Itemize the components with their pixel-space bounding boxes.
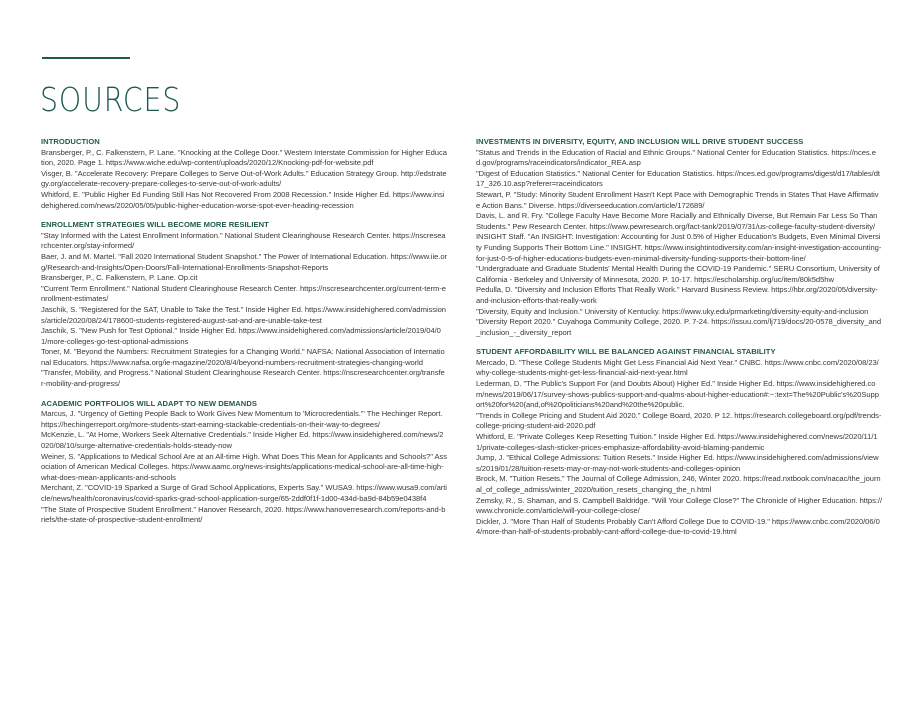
citation-entry: Lederman, D. "The Public's Support For (and Doubts About) Higher Ed." Inside Higher Ed. https://www.insidehighered.com/news/2019/06/17/survey-shows-publics-support-and-qualms-about-higher-education#:~:text=The%20Public's%20Support%20for%20(and,of%20politicians%20and%20the%20public. — [476, 379, 879, 410]
citation-entry: "The State of Prospective Student Enrollment." Hanover Research, 2020. https://www.hanoverresearch.com/reports-and-briefs/the-state-of-prospective-student-enrollment/ — [41, 504, 446, 525]
citation-entry: Bransberger, P., C. Falkenstern, P. Lane. Op.cit — [41, 273, 198, 283]
citation-list — [41, 148, 447, 212]
citation-list — [41, 409, 447, 526]
citation-list — [41, 231, 447, 390]
citation-entry: "Diversity, Equity and Inclusion." University of Kentucky. https://www.uky.edu/prmarketing/diversity-equity-and-inclusion — [476, 306, 869, 316]
citation-entry: Dickler, J. "More Than Half of Students Probably Can't Afford College Due to COVID-19." https://www.cnbc.com/2020/06/04/more-than-half-of-students-probably-cant-afford-college-due-to-covid-19.html — [476, 516, 880, 537]
sources-section — [476, 137, 882, 338]
citation-entry: "Diversity Report 2020." Cuyahoga Community College, 2020. P. 7-24. https://issuu.com/lj719/docs/20-0578_diversity_and_inclusion_-_diversity_report — [476, 317, 881, 337]
sources-section — [476, 347, 882, 538]
left-column — [41, 137, 447, 535]
citation-list — [476, 148, 882, 339]
citation-entry: INSIGHT Staff. "An INSIGHT: Investigation: Accounting for Just 0.5% of Higher Education's Budgets, Even Minimal Diversity Funding Supports Their Bottom Line." INSIGHT. https://www.insightintodiversity.com/an-insight-investigation-accounting-for-just-0-5-of-higher-educations-budgets-even-minimal-diversity-funding-supports-their-bottom-line/ — [476, 232, 882, 263]
citation-entry: Brock, M. "Tuition Resets." The Journal of College Admission, 246, Winter 2020. https://read.nxtbook.com/nacac/the_journal_of_college_admiss/winter_2020/tuition_resets_changing_the_n.html — [476, 474, 881, 494]
citation-entry: "Stay Informed with the Latest Enrollment Information." National Student Clearinghouse Research Center. https://nscresearchcenter.org/stay-informed/ — [41, 230, 446, 251]
citation-entry: Whitford, E. "Public Higher Ed Funding Still Has Not Recovered From 2008 Recession." Inside Higher Ed. https://www.insidehighered.com/news/2020/05/05/public-higher-education-worse-spot-ever-heading-recession — [41, 189, 445, 210]
citation-entry: Weiner, S. "Applications to Medical School Are at an All-time High. What Does This Mean for Applicants and Schools?" Association of American Medical Colleges. https://www.aamc.org/news-insights/applications-medical-school-are-all-time-high-what-does-mean-applicants-and-schools — [41, 451, 448, 482]
citation-entry: "Transfer, Mobility, and Progress." National Student Clearinghouse Research Center. https://nscresearchcenter.org/transfer-mobility-and-progress/ — [41, 368, 445, 389]
citation-entry: Pedulla, D. "Diversity and Inclusion Efforts That Really Work." Harvard Business Review. https://hbr.org/2020/05/diversity-and-inclusion-efforts-that-really-work — [476, 285, 878, 305]
citation-entry: Jump, J. "Ethical College Admissions: Tuition Resets." Inside Higher Ed. https://www.insidehighered.com/admissions/views/2019/01/28/tuition-resets-may-or-may-not-work-students-and-colleges-opinion — [476, 453, 879, 473]
citation-entry: Whitford, E. "Private Colleges Keep Resetting Tuition." Inside Higher Ed. https://www.insidehighered.com/news/2020/11/11/private-colleges-slash-sticker-prices-emphasize-affordability-avoid-blaming-pandemic — [476, 432, 878, 452]
citation-entry: "Status and Trends in the Education of Racial and Ethnic Groups." National Center for Education Statistics. https://nces.ed.gov/programs/raceindicators/indicator_REA.asp — [476, 147, 876, 168]
citation-entry: Toner, M. "Beyond the Numbers: Recruitment Strategies for a Changing World." NAFSA: National Association of International Educators. https://www.nafsa.org/ie-magazine/2020/8/4/beyond-numbers-recruitment-strategies-changing-world — [41, 347, 445, 367]
citation-entry: Mercado, D. "These College Students Might Get Less Financial Aid Next Year." CNBC. https://www.cnbc.com/2020/08/23/why-college-students-might-get-less-financial-aid-next-year.html — [476, 357, 879, 378]
section-heading: ACADEMIC PORTFOLIOS WILL ADAPT TO NEW DEMANDS — [41, 398, 257, 408]
citation-list — [476, 358, 882, 538]
citation-entry: Jaschik, S. "Registered for the SAT, Unable to Take the Test." Inside Higher Ed. https://www.insidehighered.com/admissions/article/2020/08/24/178600-students-registered-august-sat-and-are-unable-take-test — [41, 304, 446, 325]
citation-entry: Stewart, P. "Study: Minority Student Enrollment Hasn't Kept Pace with Demographic Trends in States That Have Affirmative Action Bans." Diverse. https://diverseeducation.com/article/172689/ — [476, 189, 879, 210]
section-heading: INVESTMENTS IN DIVERSITY, EQUITY, AND INCLUSION WILL DRIVE STUDENT SUCCESS — [476, 137, 804, 146]
sources-section — [41, 220, 447, 390]
title-rule — [42, 57, 130, 59]
page-title: SOURCES — [40, 80, 182, 119]
citation-entry: "Undergraduate and Graduate Students' Mental Health During the COVID-19 Pandemic." SERU Consortium, University of California - Berkeley and University of Minnesota, 2020. P. 10-17. https://escholarship.org/uc/item/80k5d5hw — [476, 264, 880, 284]
citation-entry: Merchant, Z. "COVID-19 Sparked a Surge of Grad School Applications, Experts Say." WUSA9. https://www.wusa9.com/article/news/health/coronavirus/covid-sparks-grad-school-application-surge/65-2ddf0f1f-1d00-434d-ba9d-84b59e0438f4 — [41, 483, 447, 503]
citation-entry: Visger, B. "Accelerate Recovery: Prepare Colleges to Serve Out-of-Work Adults." Education Strategy Group. http://edstrategy.org/accelerate-recovery-prepare-colleges-to-serve-out-of-work-adults/ — [41, 168, 447, 189]
citation-entry: "Current Term Enrollment." National Student Clearinghouse Research Center. https://nscresearchcenter.org/current-term-enrollment-estimates/ — [41, 283, 446, 304]
section-heading: ENROLLMENT STRATEGIES WILL BECOME MORE RESILIENT — [41, 220, 269, 230]
section-heading: STUDENT AFFORDABILITY WILL BE BALANCED AGAINST FINANCIAL STABILITY — [476, 347, 776, 357]
citation-entry: Jaschik, S. "New Push for Test Optional." Inside Higher Ed. https://www.insidehighered.com/admissions/article/2019/04/01/more-colleges-go-test-optional-admissions — [41, 326, 441, 346]
citation-entry: Marcus, J. "Urgency of Getting People Back to Work Gives New Momentum to 'Microcredentials.'" The Hechinger Report. https://hechingerreport.org/more-students-start-earning-stackable-credentials-on-their-way-to-degrees/ — [41, 409, 443, 429]
sources-section — [41, 399, 447, 526]
sources-section — [41, 137, 447, 211]
citation-entry: Zemsky, R., S. Shaman, and S. Campbell Baldridge. "Will Your College Close?" The Chronicle of Higher Education. https://www.chronicle.com/article/will-your-college-close/ — [476, 495, 882, 516]
citation-entry: Baer, J. and M. Martel. "Fall 2020 International Student Snapshot." The Power of International Education. https://www.iie.org/Research-and-Insights/Open-Doors/Fall-International-Enrollments-Snapshot-Reports — [41, 251, 447, 272]
citation-entry: Bransberger, P., C. Falkenstern, P. Lane. "Knocking at the College Door." Western Interstate Commission for Higher Education, 2020. Page 1. https://www.wiche.edu/wp-content/uploads/2020/12/Knocking-pdf-for-website.pdf — [41, 147, 447, 168]
citation-entry: McKenzie, L. "At Home, Workers Seek Alternative Credentials." Inside Higher Ed. https://www.insidehighered.com/news/2020/08/10/surge-alternative-credentials-holds-steady-now — [41, 430, 444, 451]
citation-entry: "Trends in College Pricing and Student Aid 2020." College Board, 2020. P 12. https://research.collegeboard.org/pdf/trends-college-pricing-student-aid-2020.pdf — [476, 410, 882, 431]
right-column — [476, 137, 882, 547]
citation-entry: "Digest of Education Statistics." National Center for Education Statistics. https://nces.ed.gov/programs/digest/d17/tables/dt17_326.10.asp?referer=raceindicators — [476, 168, 880, 189]
section-heading: INTRODUCTION — [41, 137, 100, 146]
citation-entry: Davis, L. and R. Fry. "College Faculty Have Become More Racially and Ethnically Diverse, But Remain Far Less So Than Students." Pew Research Center. https://www.pewresearch.org/fact-tank/2019/07/31/us-college-faculty-student-diversity/ — [476, 211, 878, 231]
